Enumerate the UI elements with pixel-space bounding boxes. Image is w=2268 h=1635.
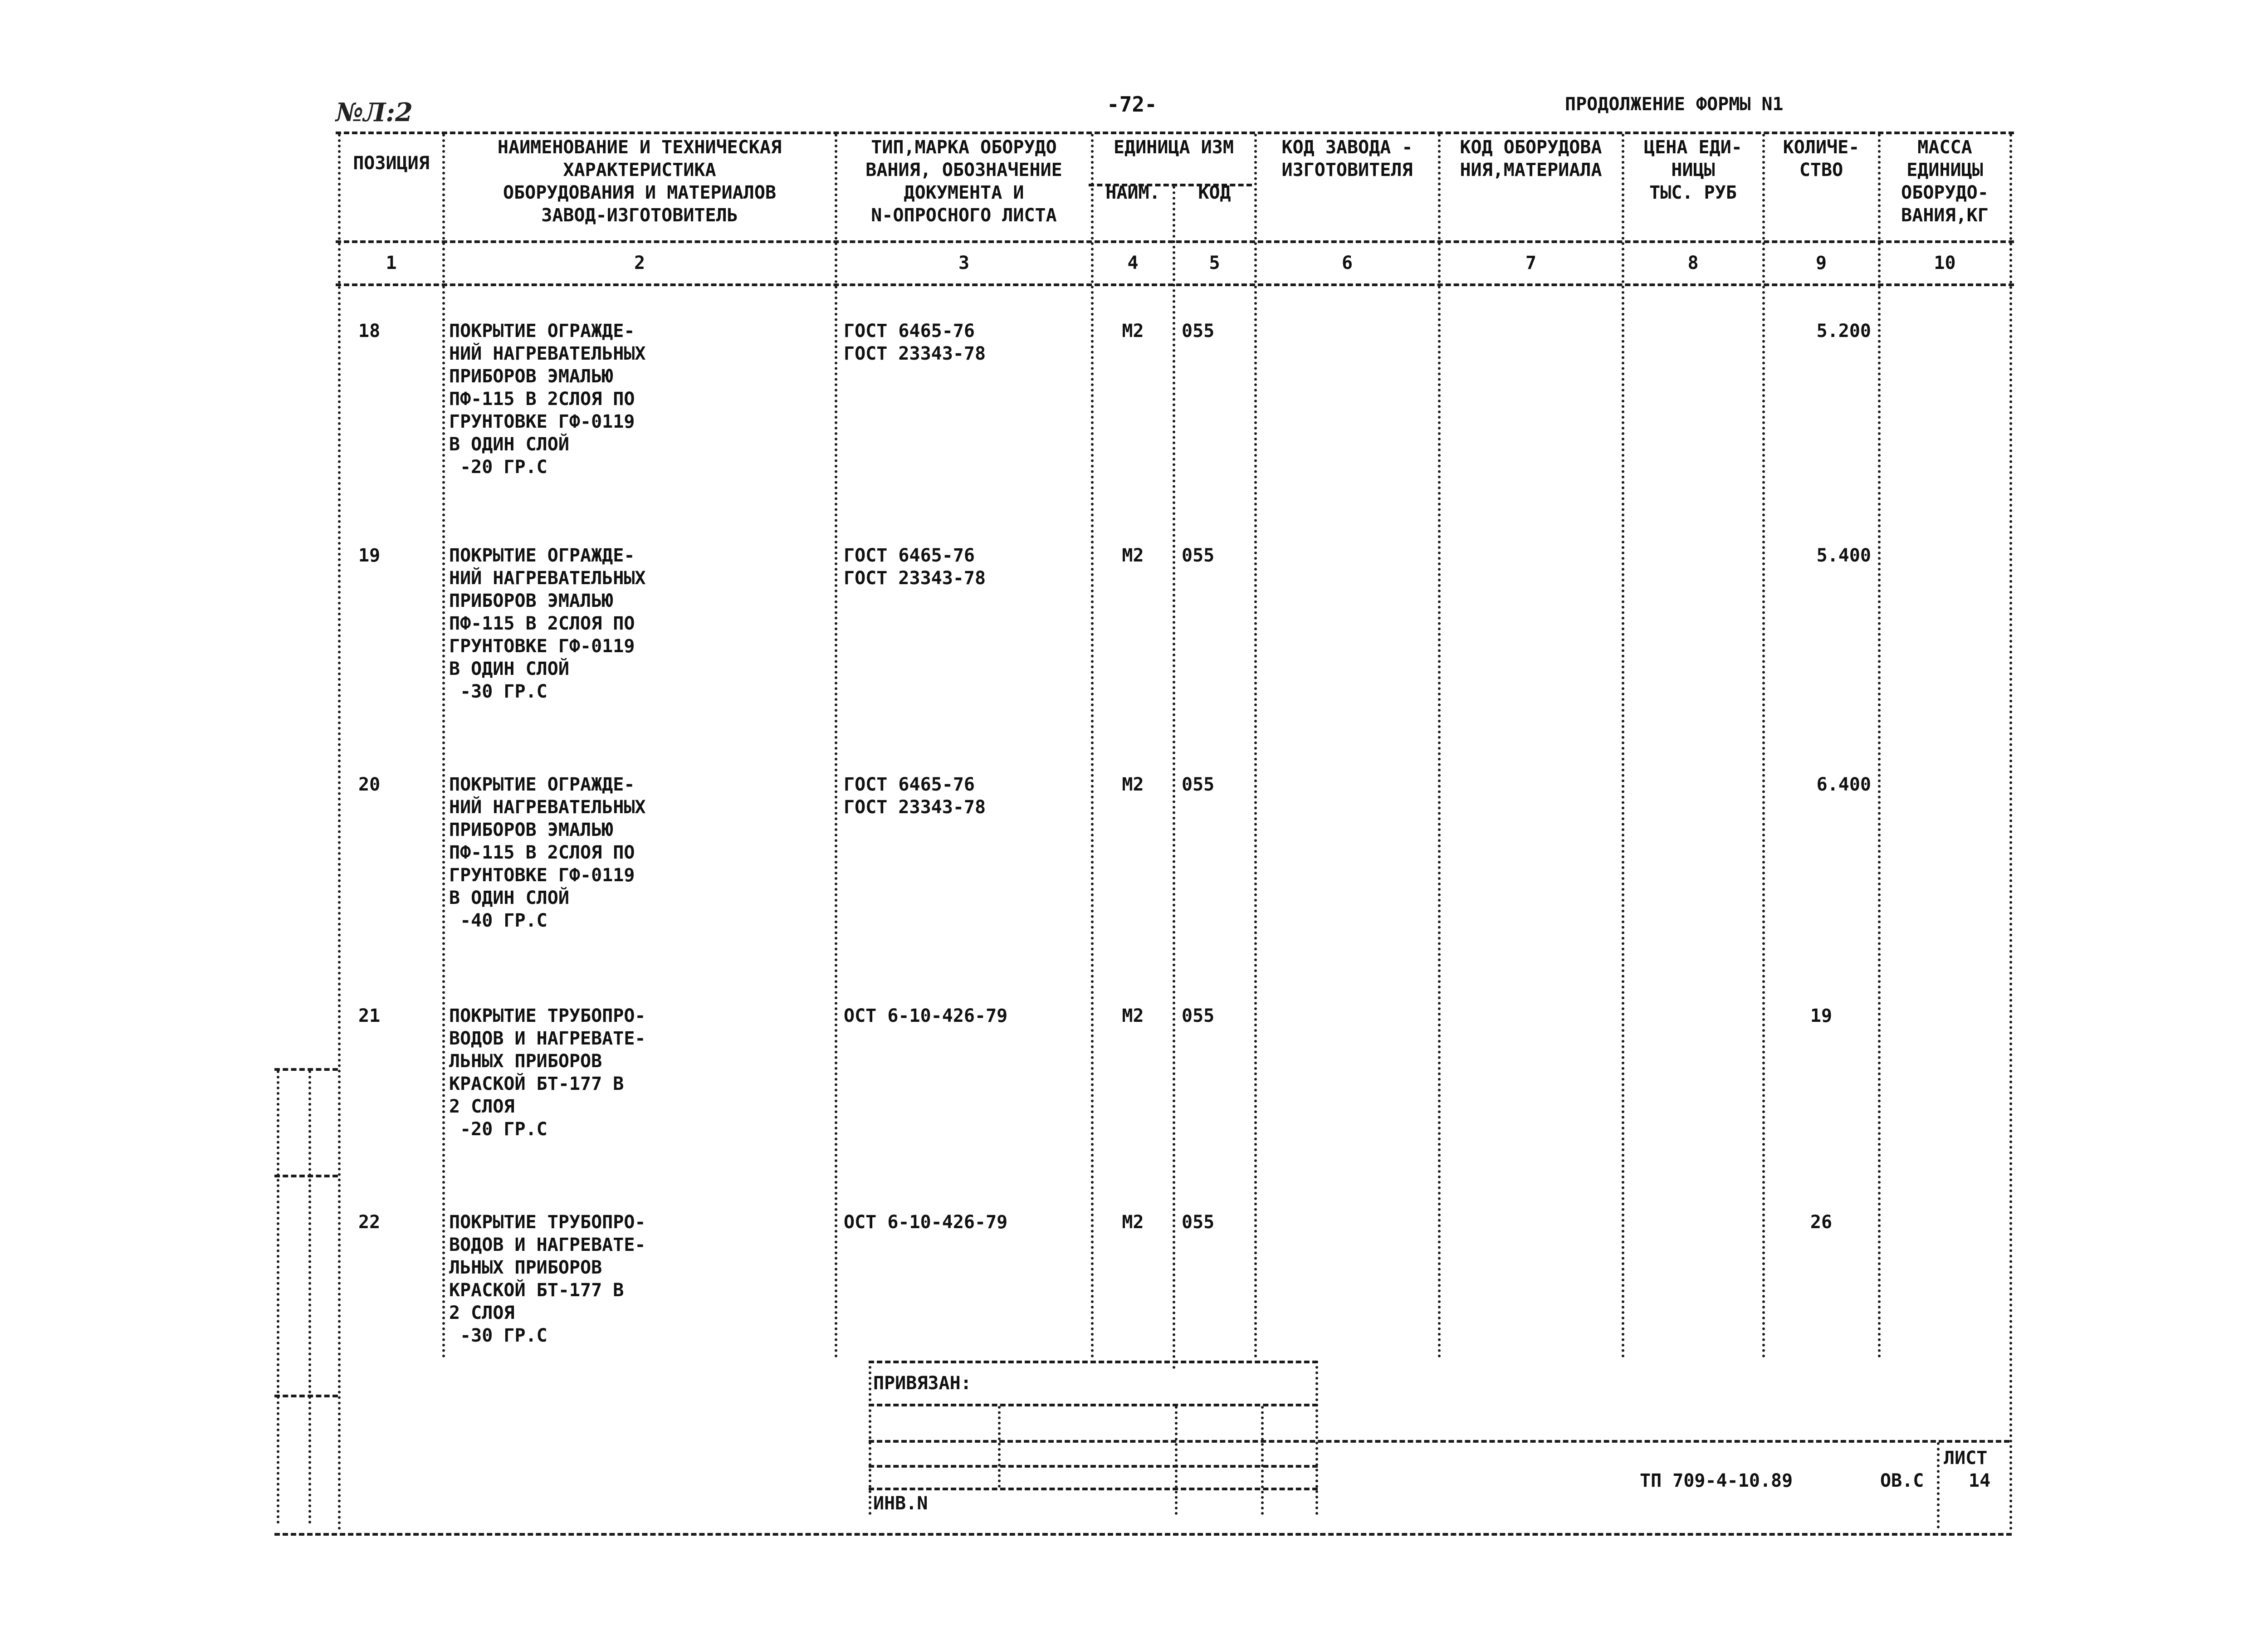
stamp-bound-label: ПРИВЯЗАН:: [873, 1373, 972, 1394]
header-col2-l4: ЗАВОД-ИЗГОТОВИТЕЛЬ: [541, 205, 738, 226]
row-doc-line: ОСТ 6-10-426-79: [844, 1005, 1008, 1026]
header-col9-l1: КОЛИЧЕ-: [1783, 137, 1860, 158]
colnum-9: 9: [1815, 253, 1827, 273]
colnum-4: 4: [1127, 253, 1139, 273]
row-name-line: -20 ГР.С: [449, 457, 547, 478]
col-border-7-8: [1622, 134, 1624, 1358]
stamp-border: [1315, 1361, 1318, 1515]
stamp-border: [1175, 1406, 1178, 1515]
col-border-right: [2009, 134, 2012, 1531]
stamp-top-rule: [869, 1361, 1318, 1363]
header-col7-l2: НИЯ,МАТЕРИАЛА: [1460, 160, 1602, 181]
header-col1: ПОЗИЦИЯ: [353, 153, 430, 174]
sheet-number: 14: [1969, 1470, 1991, 1491]
col-border-8-9: [1762, 134, 1765, 1358]
col-border-4-5: [1173, 186, 1175, 1370]
row-unit-code: 055: [1182, 321, 1215, 342]
row-name-line: ПРИБОРОВ ЭМАЛЬЮ: [449, 366, 613, 387]
row-position: 18: [358, 321, 381, 342]
row-quantity: 19: [1810, 1005, 1833, 1026]
row-doc-line: ГОСТ 23343-78: [844, 568, 986, 589]
colnum-5: 5: [1209, 253, 1220, 273]
row-name-line: -30 ГР.С: [449, 1325, 547, 1346]
stamp-rule: [869, 1440, 2009, 1443]
row-name-line: ПРИБОРОВ ЭМАЛЬЮ: [449, 820, 613, 840]
table-bottom-rule: [274, 1533, 2012, 1536]
row-position: 21: [358, 1005, 381, 1026]
row-doc-line: ГОСТ 23343-78: [844, 797, 986, 818]
header-col2-l1: НАИМЕНОВАНИЕ И ТЕХНИЧЕСКАЯ: [497, 137, 782, 158]
header-col3-l3: ДОКУМЕНТА И: [904, 182, 1024, 203]
row-position: 19: [358, 545, 381, 566]
header-col9-l2: СТВО: [1799, 160, 1843, 181]
colnum-6: 6: [1341, 253, 1353, 273]
colnum-10: 10: [1934, 253, 1956, 273]
row-doc-line: ГОСТ 6465-76: [844, 321, 975, 342]
row-name-line: 2 СЛОЯ: [449, 1303, 515, 1323]
colnum-1: 1: [386, 253, 397, 273]
stamp-border: [869, 1361, 871, 1515]
col-border-left: [338, 134, 341, 1531]
header-col5: КОД: [1198, 182, 1231, 203]
row-name-line: 2 СЛОЯ: [449, 1096, 515, 1117]
row-name-line: ВОДОВ И НАГРЕВАТЕ-: [449, 1235, 646, 1255]
row-name-line: ПОКРЫТИЕ ОГРАЖДЕ-: [449, 321, 635, 342]
header-col6-l1: КОД ЗАВОДА -: [1281, 137, 1413, 158]
header-col2-l3: ОБОРУДОВАНИЯ И МАТЕРИАЛОВ: [503, 182, 777, 203]
row-name-line: В ОДИН СЛОЙ: [449, 888, 569, 908]
row-name-line: В ОДИН СЛОЙ: [449, 659, 569, 679]
row-name-line: ПРИБОРОВ ЭМАЛЬЮ: [449, 591, 613, 611]
col-border-9-10: [1878, 134, 1881, 1358]
row-unit-code: 055: [1182, 774, 1215, 795]
stamp-rule: [869, 1404, 1318, 1406]
colnum-3: 3: [958, 253, 970, 273]
header-col4: НАИМ.: [1105, 182, 1160, 203]
header-col8-l2: НИЦЫ: [1671, 160, 1715, 181]
row-name-line: КРАСКОЙ БТ-177 В: [449, 1280, 624, 1301]
row-quantity: 6.400: [1816, 774, 1871, 795]
row-name-line: НИЙ НАГРЕВАТЕЛЬНЫХ: [449, 568, 646, 589]
stamp-rule: [869, 1465, 1318, 1468]
handwritten-mark: №Л:2: [336, 98, 413, 127]
header-col2-l2: ХАРАКТЕРИСТИКА: [563, 160, 716, 181]
margin-stamp-border: [308, 1070, 311, 1524]
colnum-2: 2: [634, 253, 645, 273]
row-name-line: ПОКРЫТИЕ ТРУБОПРО-: [449, 1005, 646, 1026]
row-name-line: НИЙ НАГРЕВАТЕЛЬНЫХ: [449, 797, 646, 818]
header-col8-l1: ЦЕНА ЕДИ-: [1644, 137, 1742, 158]
continuation-title: ПРОДОЛЖЕНИЕ ФОРМЫ N1: [1565, 94, 1784, 115]
stamp-rule: [869, 1488, 1318, 1490]
header-col3-l4: N-ОПРОСНОГО ЛИСТА: [871, 205, 1057, 226]
row-position: 20: [358, 774, 381, 795]
col-border-2-3: [835, 134, 837, 1358]
row-name-line: КРАСКОЙ БТ-177 В: [449, 1074, 624, 1094]
header-col10-l2: ЕДИНИЦЫ: [1906, 160, 1983, 181]
row-doc-line: ГОСТ 23343-78: [844, 343, 986, 364]
margin-stamp-border: [277, 1070, 279, 1524]
stamp-inv-label: ИНВ.N: [873, 1493, 928, 1514]
row-unit-code: 055: [1182, 545, 1215, 566]
row-name-line: ПФ-115 В 2СЛОЯ ПО: [449, 613, 635, 634]
col-border-1-2: [442, 134, 445, 1358]
row-name-line: ГРУНТОВКЕ ГФ-0119: [449, 636, 635, 657]
row-name-line: ВОДОВ И НАГРЕВАТЕ-: [449, 1028, 646, 1049]
row-name-line: -30 ГР.С: [449, 681, 547, 702]
row-unit: М2: [1122, 1212, 1144, 1233]
row-quantity: 5.400: [1816, 545, 1871, 566]
row-doc-line: ГОСТ 6465-76: [844, 545, 975, 566]
row-unit: М2: [1122, 545, 1144, 566]
col-border-6-7: [1438, 134, 1441, 1358]
header-col10-l1: МАССА: [1917, 137, 1972, 158]
row-unit: М2: [1122, 774, 1144, 795]
row-name-line: ГРУНТОВКЕ ГФ-0119: [449, 865, 635, 886]
header-col3-l2: ВАНИЯ, ОБОЗНАЧЕНИЕ: [865, 160, 1062, 181]
row-name-line: ПОКРЫТИЕ ТРУБОПРО-: [449, 1212, 646, 1233]
header-unit: ЕДИНИЦА ИЗМ: [1114, 137, 1234, 158]
row-name-line: В ОДИН СЛОЙ: [449, 434, 569, 455]
margin-stamp-rule: [274, 1068, 338, 1071]
row-name-line: НИЙ НАГРЕВАТЕЛЬНЫХ: [449, 343, 646, 364]
row-unit-code: 055: [1182, 1005, 1215, 1026]
row-name-line: ЛЬНЫХ ПРИБОРОВ: [449, 1051, 602, 1072]
doc-code: ТП 709-4-10.89: [1640, 1470, 1793, 1491]
col-border-3-4: [1091, 134, 1094, 1358]
header-col10-l4: ВАНИЯ,КГ: [1901, 205, 1989, 226]
row-unit: М2: [1122, 321, 1144, 342]
row-doc-line: ОСТ 6-10-426-79: [844, 1212, 1008, 1233]
row-name-line: ПОКРЫТИЕ ОГРАЖДЕ-: [449, 545, 635, 566]
margin-stamp-rule: [274, 1395, 338, 1397]
colnum-8: 8: [1687, 253, 1699, 273]
sheet-box-border: [1937, 1442, 1940, 1528]
header-col10-l3: ОБОРУДО-: [1901, 182, 1989, 203]
row-doc-line: ГОСТ 6465-76: [844, 774, 975, 795]
row-name-line: -20 ГР.С: [449, 1119, 547, 1140]
row-name-line: ПФ-115 В 2СЛОЯ ПО: [449, 389, 635, 410]
row-name-line: ПОКРЫТИЕ ОГРАЖДЕ-: [449, 774, 635, 795]
row-quantity: 5.200: [1816, 321, 1871, 342]
stamp-border: [998, 1406, 1001, 1488]
header-col8-l3: ТЫС. РУБ: [1649, 182, 1737, 203]
row-name-line: -40 ГР.С: [449, 910, 547, 931]
sheet-label: ЛИСТ: [1944, 1448, 1988, 1469]
header-col7-l1: КОД ОБОРУДОВА: [1460, 137, 1602, 158]
stamp-border: [1261, 1406, 1264, 1515]
row-unit: М2: [1122, 1005, 1144, 1026]
colnum-7: 7: [1525, 253, 1537, 273]
margin-stamp-rule: [274, 1175, 338, 1177]
row-name-line: ПФ-115 В 2СЛОЯ ПО: [449, 842, 635, 863]
header-col6-l2: ИЗГОТОВИТЕЛЯ: [1281, 160, 1413, 181]
row-position: 22: [358, 1212, 381, 1233]
row-name-line: ЛЬНЫХ ПРИБОРОВ: [449, 1257, 602, 1278]
header-col3-l1: ТИП,МАРКА ОБОРУДО: [871, 137, 1057, 158]
sheet-code: ОВ.С: [1880, 1470, 1924, 1491]
row-name-line: ГРУНТОВКЕ ГФ-0119: [449, 411, 635, 432]
row-quantity: 26: [1810, 1212, 1833, 1233]
row-unit-code: 055: [1182, 1212, 1215, 1233]
page-number: -72-: [1107, 92, 1157, 117]
col-border-5-6: [1254, 134, 1257, 1358]
